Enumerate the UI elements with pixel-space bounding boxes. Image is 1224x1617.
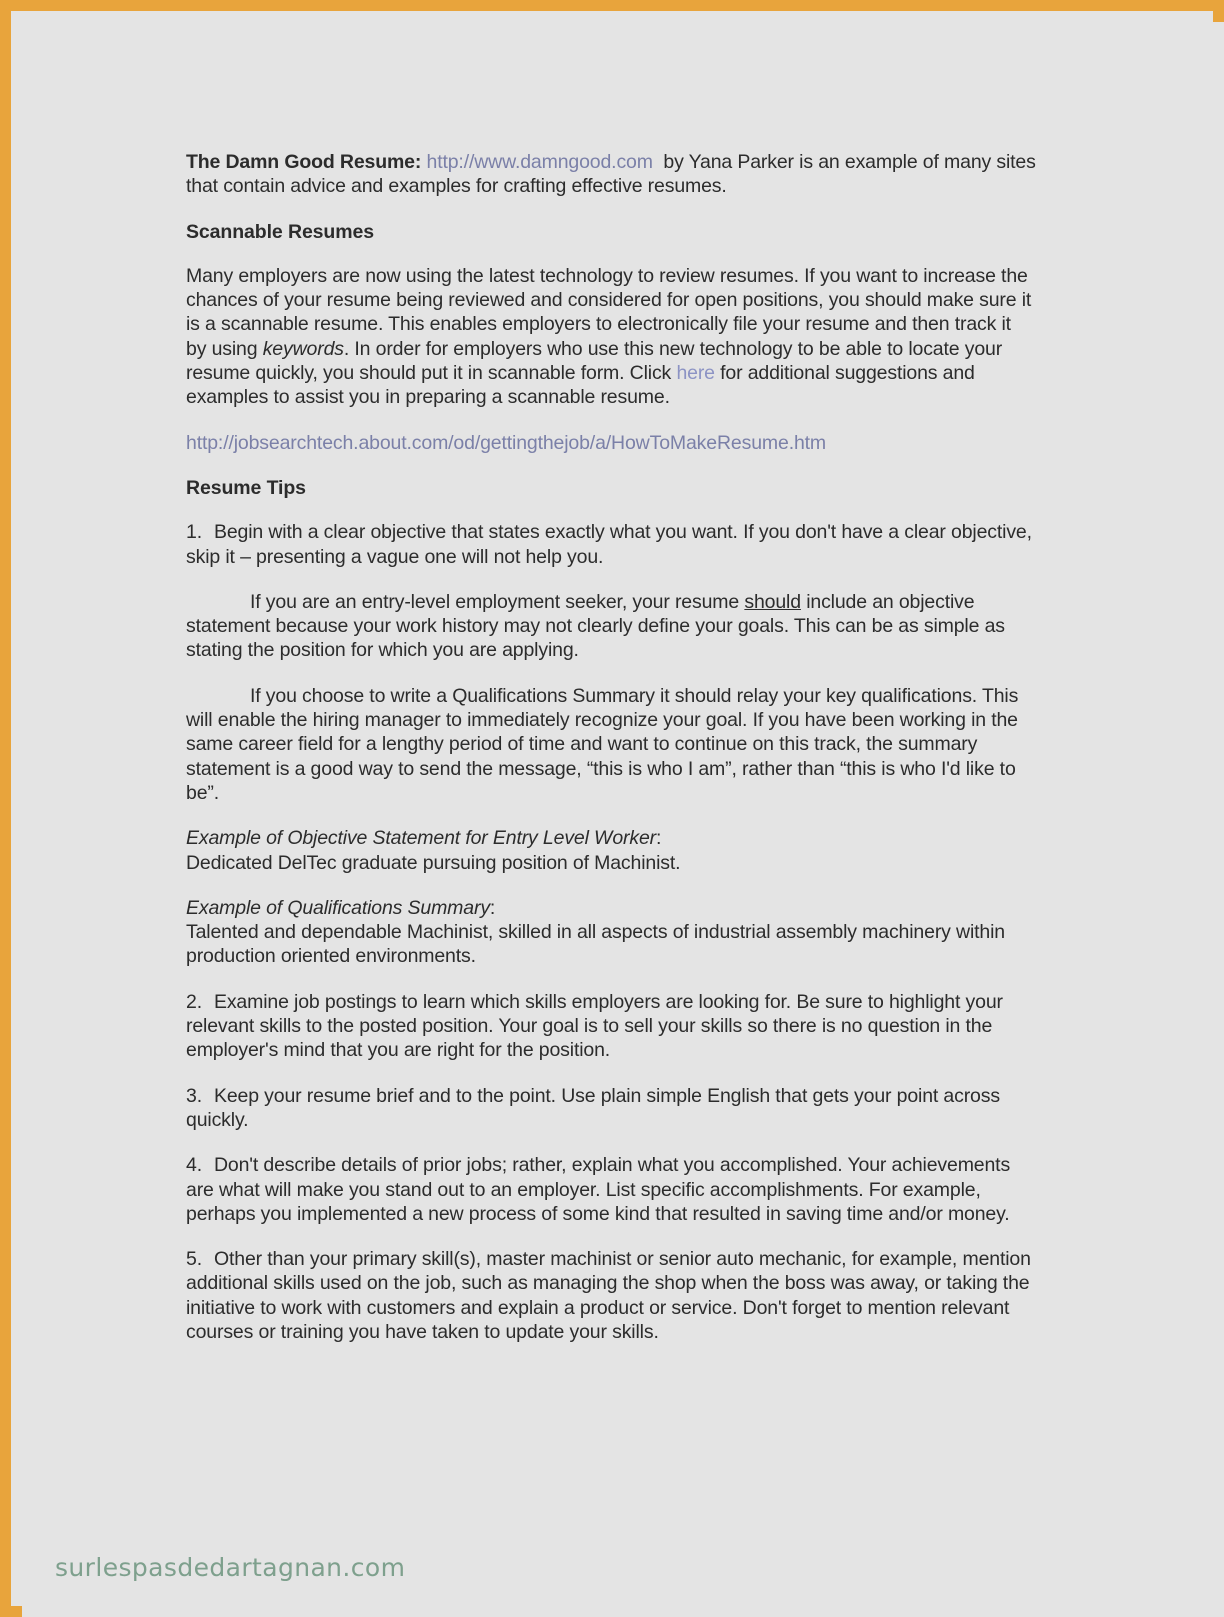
entry-level-part1: If you are an entry-level employment seeker, your resume: [250, 590, 745, 613]
document-page: [22, 22, 1224, 1617]
scannable-resumes-heading: Scannable Resumes: [186, 220, 374, 243]
tip-1-text: Begin with a clear objective that states exactly what you want. If you don't have a clear objective, skip it – presenting a vague one will not help you.: [186, 521, 1032, 568]
jobsearchtech-link[interactable]: http://jobsearchtech.about.com/od/gettingthejob/a/HowToMakeResume.htm: [186, 431, 827, 454]
scannable-text-part1: Many employers are now using the latest technology to review resumes. If you want to increase the chances of your resume being reviewed and considered for open positions, you should make sure it is a scannable resume. This enables employers to electronically file your resume and then track it by using: [186, 264, 1032, 360]
entry-level-paragraph: [186, 590, 1036, 663]
reference-url-line: [186, 431, 1036, 455]
document-content: [186, 150, 1036, 1365]
tip-item-5: [186, 1247, 1036, 1344]
example-objective-block: [186, 826, 1036, 875]
tip-3-number: 3.: [186, 1084, 202, 1107]
scannable-text-part2: . In order for employers who use this new technology to be able to locate your resume quickly, you should put it in scannable form. Click: [186, 337, 1003, 385]
tip-item-2: [186, 990, 1036, 1063]
tip-1-number: 1.: [186, 521, 202, 544]
example-objective-title: Example of Objective Statement for Entry Level Worker: [186, 827, 656, 850]
example-summary-colon: :: [489, 896, 496, 919]
example-objective-colon: :: [656, 827, 662, 850]
tip-item-3: [186, 1084, 1036, 1133]
intro-trailing-text: by Yana Parker is an example of many sites that contain advice and examples for crafting effective resumes.: [186, 151, 1036, 198]
site-watermark: surlespasdedartagnan.com: [55, 1553, 406, 1582]
tip-4-text: Don't describe details of prior jobs; rather, explain what you accomplished. Your achievements are what will make you stand out to an employer. List specific accomplishments. For example, perhaps you implemented a new process of some kind that resulted in saving time and/or money.: [186, 1154, 1011, 1225]
example-summary-block: [186, 896, 1036, 969]
tip-item-1: [186, 520, 1036, 569]
keywords-emphasis: keywords: [262, 337, 344, 360]
scannable-paragraph: [186, 264, 1036, 410]
tip-3-text: Keep your resume brief and to the point. Use plain simple English that gets your point across quickly.: [186, 1084, 1000, 1131]
here-link[interactable]: here: [676, 362, 715, 385]
example-objective-body: Dedicated DelTec graduate pursuing position of Machinist.: [186, 851, 681, 874]
qualifications-summary-paragraph: If you choose to write a Qualifications Summary it should relay your key qualifications. This will enable the hiring manager to immediately recognize your goal. If you have been working in the same career field for a lengthy period of time and want to continue on this track, the summary statement is a good way to send the message, “this is who I am”, rather than “this is who I'd like to be”.: [186, 684, 1019, 804]
resume-tips-heading: Resume Tips: [186, 476, 306, 499]
should-underlined-emphasis: should: [744, 590, 801, 613]
example-summary-body: Talented and dependable Machinist, skilled in all aspects of industrial assembly machinery within production oriented environments.: [186, 921, 1005, 968]
tip-5-text: Other than your primary skill(s), master machinist or senior auto mechanic, for example, mention additional skills used on the job, such as managing the shop when the boss was away, or taking the initiative to work with customers and explain a product or service. Don't forget to mention relevant courses or training you have taken to update your skills.: [186, 1248, 1031, 1343]
example-summary-title: Example of Qualifications Summary: [186, 896, 490, 919]
intro-paragraph: [186, 150, 1036, 199]
tip-item-4: [186, 1153, 1036, 1226]
tip-5-number: 5.: [186, 1248, 202, 1271]
intro-lead-label: The Damn Good Resume:: [186, 151, 422, 173]
tip-2-number: 2.: [186, 990, 202, 1013]
entry-level-part2: include an objective statement because your work history may not clearly define your goals. This can be as simple as stating the position for which you are applying.: [186, 590, 1005, 662]
tip-2-text: Examine job postings to learn which skills employers are looking for. Be sure to highlight your relevant skills to the posted position. Your goal is to sell your skills so there is no question in the employer's mind that you are right for the position.: [186, 990, 1003, 1062]
scannable-text-part3: for additional suggestions and examples to assist you in preparing a scannable resume.: [186, 362, 975, 409]
tip-4-number: 4.: [186, 1154, 202, 1177]
example-summary-title-line: [186, 896, 1036, 920]
example-objective-title-line: [186, 826, 1036, 850]
damngood-link[interactable]: http://www.damngood.com: [426, 151, 653, 173]
